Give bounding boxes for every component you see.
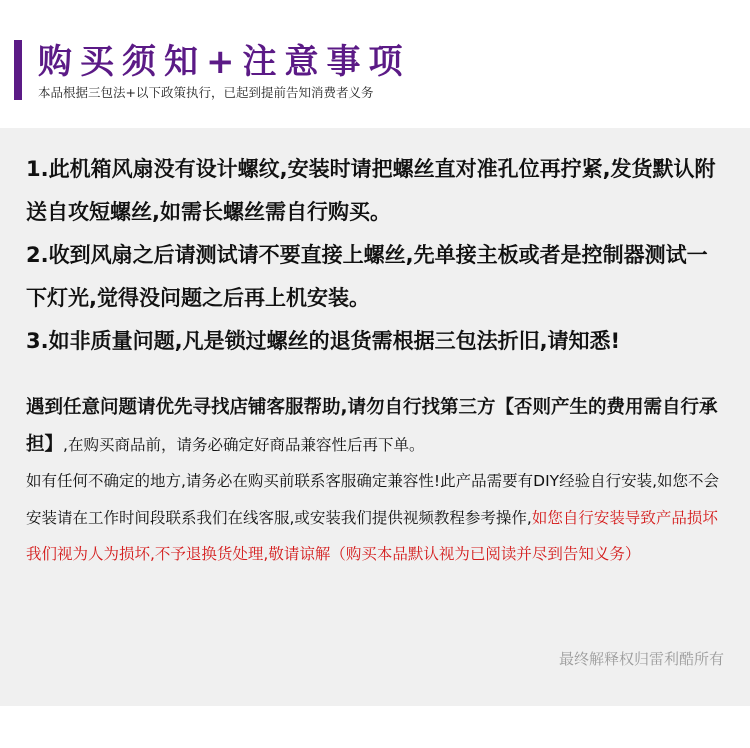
notice-warning-text: 如您自行安装导致产品损坏我们视为人为损坏,不予退换货处理,敬请谅解（购买本品默认视为已阅读并尽到告知义务） xyxy=(26,508,718,563)
notice-normal-text: 如有任何不确定的地方,请务必在购买前联系客服确定兼容性!此产品需要有DIY经验自行安装,如您不会安装请在工作时间段联系我们在线客服,或安装我们提供视频教程参考操作, xyxy=(26,472,720,527)
header xyxy=(0,0,750,128)
page-subtitle: 本品根据三包法+以下政策执行，已起到提前告知消费者义务 xyxy=(38,85,374,100)
notice-bold-text: 遇到任意问题请优先寻找店铺客服帮助,请勿自行找第三方【否则产生的费用需自行承担】 xyxy=(26,397,718,455)
notice-paragraph xyxy=(26,463,726,573)
notice-paragraph xyxy=(26,390,726,463)
accent-bar xyxy=(14,40,22,100)
service-notice xyxy=(26,390,726,573)
note-item: 1.此机箱风扇没有设计螺纹,安装时请把螺丝直对准孔位再拧紧,发货默认附送自攻短螺丝,如需长螺丝需自行购买。 xyxy=(26,157,716,224)
page-title: 购买须知+注意事项 xyxy=(38,42,411,82)
numbered-notes xyxy=(26,148,726,363)
content-panel xyxy=(0,128,750,706)
note-item: 2.收到风扇之后请测试请不要直接上螺丝,先单接主板或者是控制器测试一下灯光,觉得没问题之后再上机安装。 xyxy=(26,243,708,310)
footer-rights: 最终解释权归雷利酷所有 xyxy=(558,650,724,668)
note-item: 3.如非质量问题,凡是锁过螺丝的退货需根据三包法折旧,请知悉! xyxy=(26,329,621,353)
notice-normal-text: ,在购买商品前，请务必确定好商品兼容性后再下单。 xyxy=(63,435,425,454)
